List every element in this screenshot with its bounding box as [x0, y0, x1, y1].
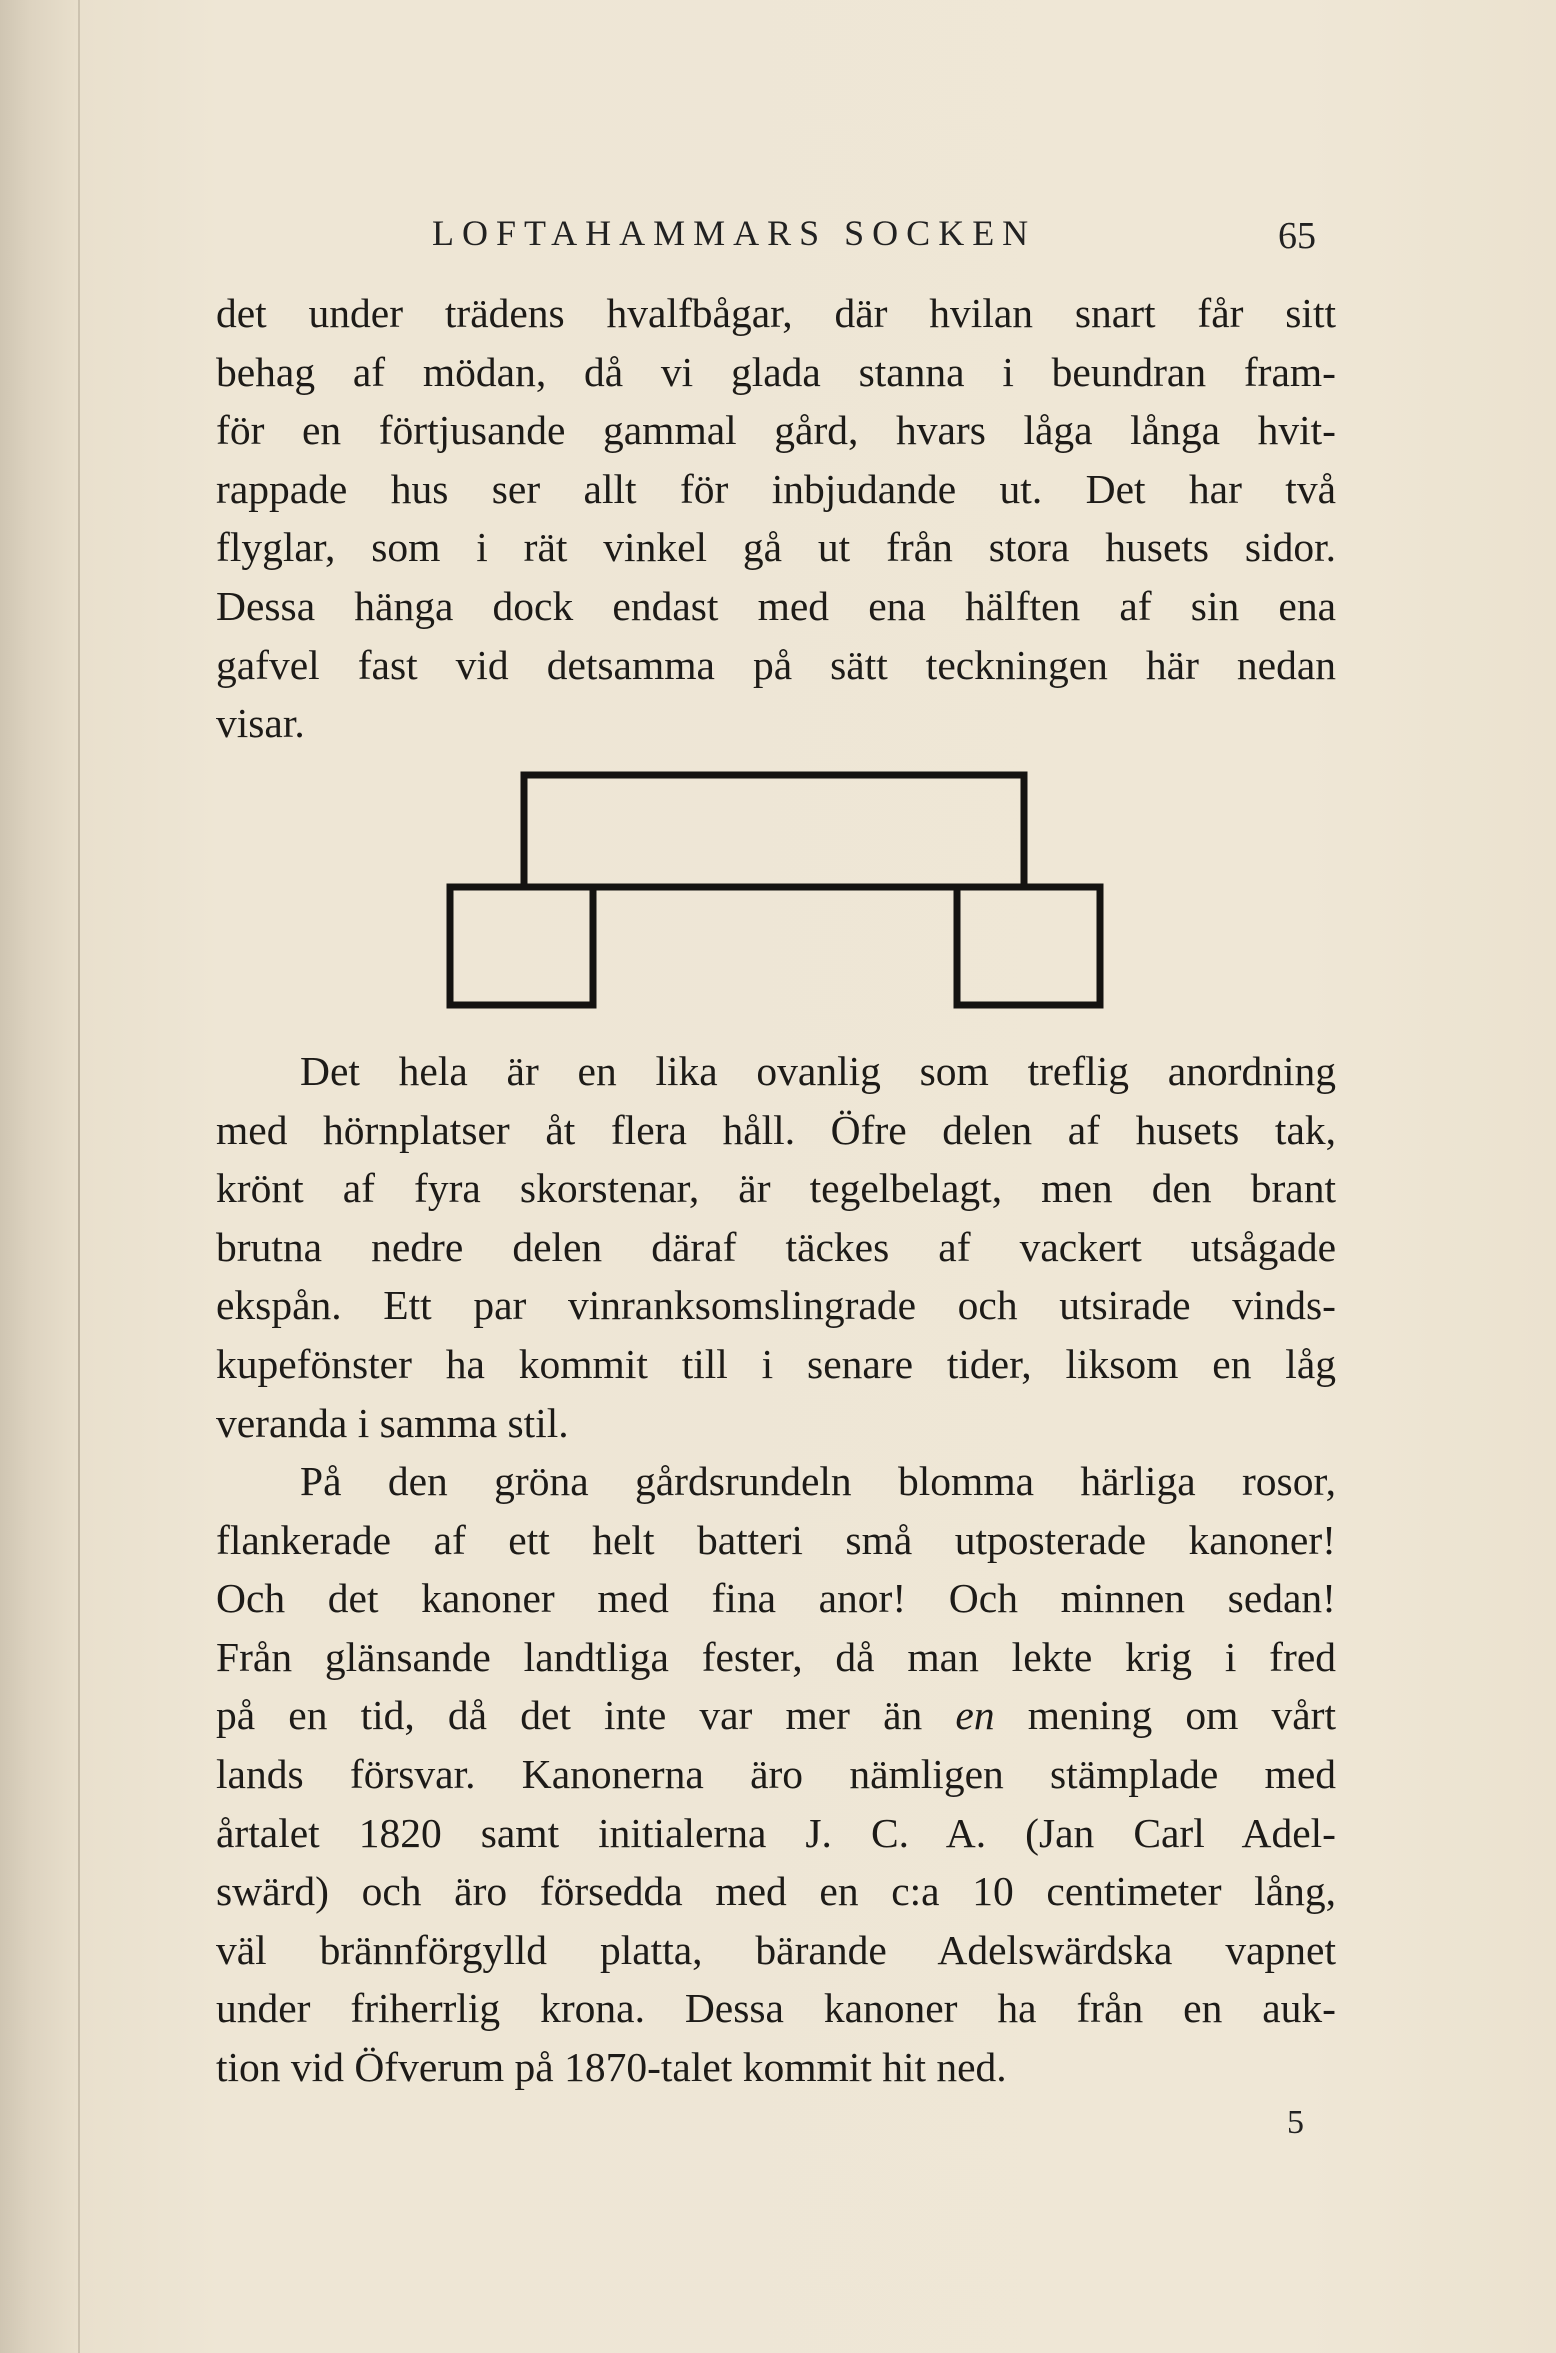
text-line: för en förtjusande gammal gård, hvars låga långa hvit- — [216, 407, 1336, 454]
text-line: visar. — [216, 700, 305, 747]
signature-mark: 5 — [1287, 2104, 1304, 2141]
left-wing-outline — [450, 887, 593, 1005]
paragraph-2 — [216, 1042, 1336, 1452]
house-plan-diagram — [440, 765, 1120, 1017]
emphasized-word: en — [955, 1692, 995, 1739]
page-number: 65 — [1278, 215, 1316, 257]
paragraph-1 — [216, 284, 1336, 753]
text-line: med hörnplatser åt flera håll. Öfre delen af husets tak, — [216, 1106, 1336, 1153]
text-line: Från glänsande landtliga fester, då man lekte krig i fred — [216, 1633, 1336, 1680]
text-line: väl brännförgylld platta, bärande Adelswärdska vapnet — [216, 1926, 1336, 1973]
text-line: brutna nedre delen däraf täckes af vackert utsågade — [216, 1223, 1336, 1270]
text-line: behag af mödan, då vi glada stanna i beundran fram- — [216, 348, 1336, 395]
text-line: ekspån. Ett par vinranksomslingrade och utsirade vinds- — [216, 1282, 1336, 1329]
text-line: Det hela är en lika ovanlig som treflig anordning — [300, 1048, 1336, 1094]
text-line: årtalet 1820 samt initialerna J. C. A. (Jan Carl Adel- — [216, 1809, 1336, 1856]
text-line: flankerade af ett helt batteri små utposterade kanoner! — [216, 1516, 1336, 1563]
main-house-outline — [524, 775, 1024, 887]
right-wing-outline — [957, 887, 1100, 1005]
text-line: rappade hus ser allt för inbjudande ut. Det har två — [216, 465, 1336, 512]
text-line: tion vid Öfverum på 1870-talet kommit hit ned. — [216, 2043, 1007, 2090]
paragraph-3 — [216, 1452, 1336, 2097]
text-line: gafvel fast vid detsamma på sätt teckningen här nedan — [216, 641, 1336, 688]
text-line: kupefönster ha kommit till i senare tider, liksom en låg — [216, 1340, 1336, 1387]
text-line: swärd) och äro försedda med en c:a 10 centimeter lång, — [216, 1868, 1336, 1915]
text-segment: på en tid, då det inte var mer än — [216, 1692, 956, 1739]
text-line: krönt af fyra skorstenar, är tegelbelagt, men den brant — [216, 1165, 1336, 1212]
text-line: det under trädens hvalfbågar, där hvilan snart får sitt — [216, 290, 1336, 336]
page-gutter — [78, 0, 80, 2353]
text-line: På den gröna gårdsrundeln blomma härliga rosor, — [300, 1458, 1336, 1504]
text-line: Dessa hänga dock endast med ena hälften af sin ena — [216, 582, 1336, 629]
text-line: lands försvar. Kanonerna äro nämligen stämplade med — [216, 1750, 1336, 1797]
text-line: veranda i samma stil. — [216, 1399, 569, 1446]
text-segment: mening om vårt — [994, 1692, 1336, 1739]
running-head-title: LOFTAHAMMARS SOCKEN — [432, 213, 1037, 253]
text-line: Och det kanoner med fina anor! Och minnen sedan! — [216, 1575, 1336, 1622]
text-line-with-emphasis — [216, 1686, 1336, 1745]
text-line: flyglar, som i rät vinkel gå ut från stora husets sidor. — [216, 524, 1336, 571]
text-line: under friherrlig krona. Dessa kanoner ha från en auk- — [216, 1985, 1336, 2032]
